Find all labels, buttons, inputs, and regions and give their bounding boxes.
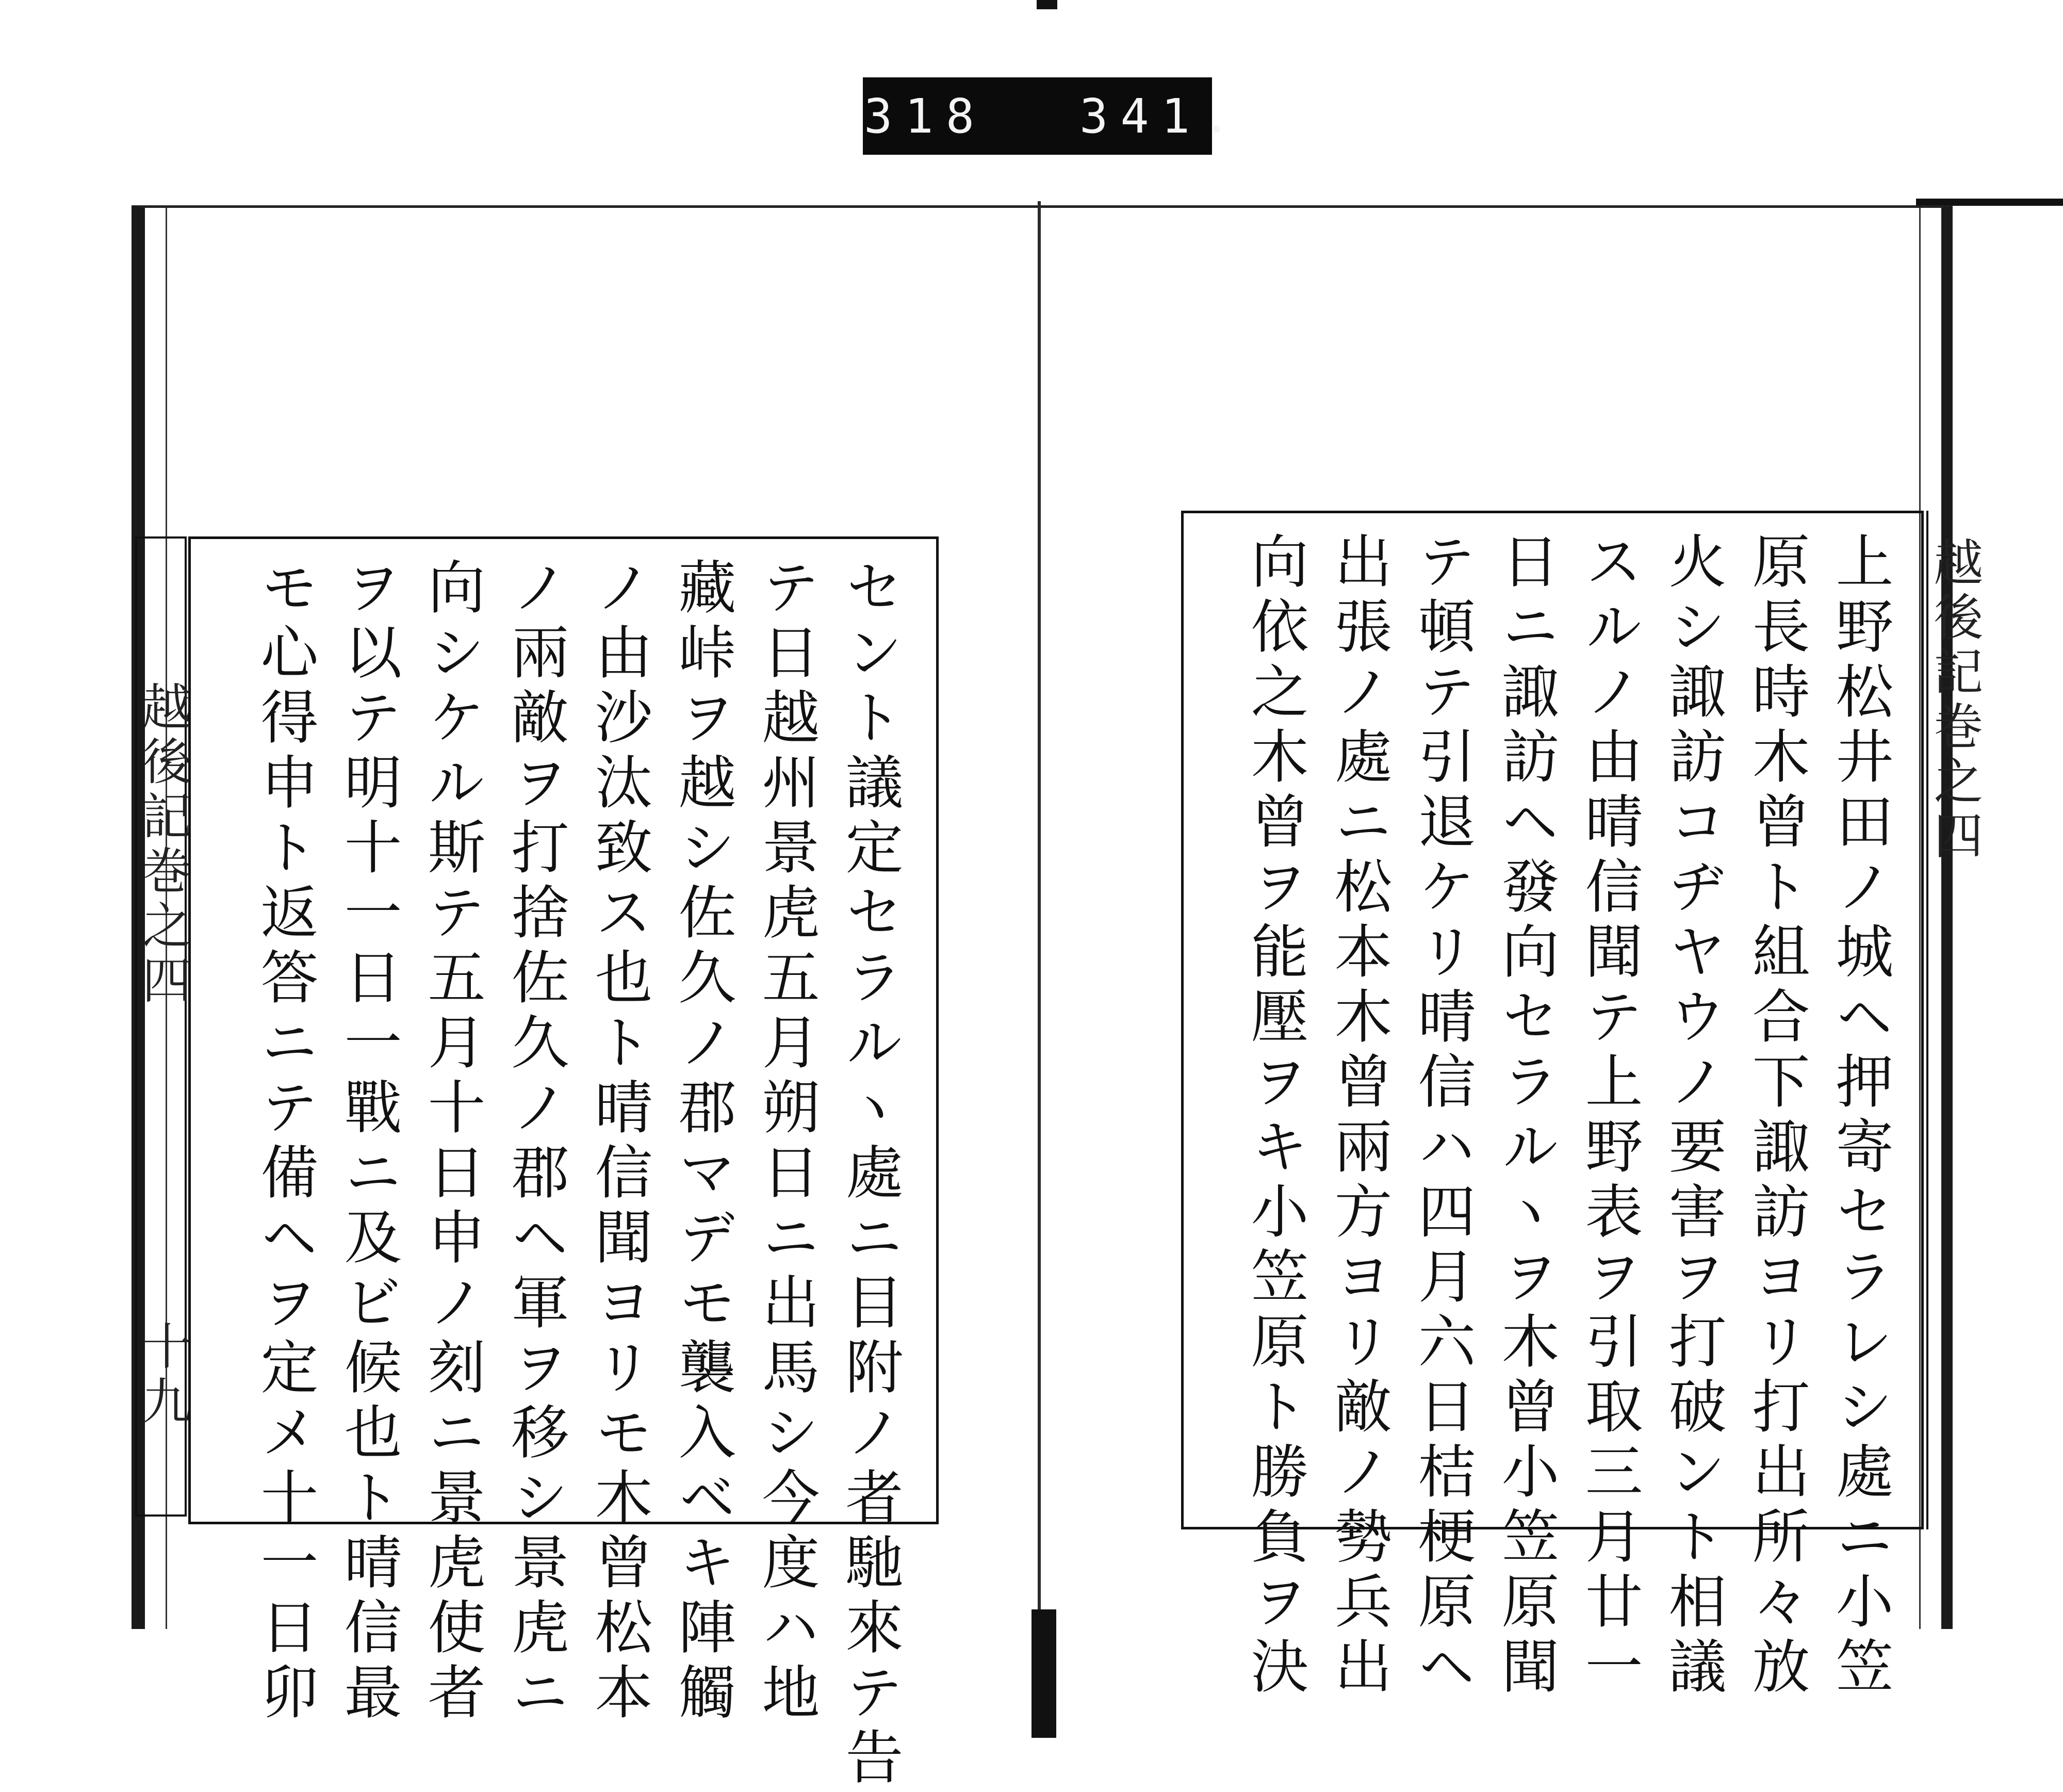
left-column-8: モ心得申ト返答ニテ備ヘヲ定メ十一日卯 [251, 557, 318, 1727]
archive-label [863, 77, 1243, 155]
right-column-4: スルノ由晴信聞テ上野表ヲ引取三月廿一 [1576, 531, 1643, 1701]
left-column-5: ノ兩敵ヲ打捨佐久ノ郡ヘ軍ヲ移シ景虎ニ [502, 557, 569, 1727]
left-column-2: テ日越州景虎五月朔日ニ出馬シ今度ハ地 [752, 557, 820, 1727]
gutter-shadow [1032, 1609, 1056, 1738]
left-spine-title: 越後記巻之四 [134, 681, 192, 1009]
left-folio: 十九 [134, 1321, 192, 1430]
right-column-1: 上野松井田ノ城ヘ押寄セラレシ處ニ小笠 [1826, 531, 1893, 1701]
right-spine-title: 越後記巻之四 [1926, 536, 1984, 865]
left-column-1: セント議定セラルヽ處ニ目附ノ者馳來テ告 [836, 557, 903, 1792]
right-column-8: 向依之木曾ヲ能壓ヲキ小笠原ト勝負ヲ決 [1241, 531, 1308, 1701]
right-column-5: 日ニ諏訪ヘ發向セラルヽヲ木曾小笠原聞 [1492, 531, 1559, 1701]
book-gutter [1038, 201, 1041, 1738]
right-column-3: 火シ諏訪コヂヤウノ要害ヲ打破ント相議 [1659, 531, 1726, 1701]
right-column-6: テ頓テ引退ケリ晴信ハ四月六日桔梗原ヘ [1409, 531, 1476, 1701]
top-edge-mark [1037, 0, 1057, 9]
left-column-6: 向シケル斯テ五月十日申ノ刻ニ景虎使者 [418, 557, 485, 1727]
right-column-2: 原長時木曾ト組合下諏訪ヨリ打出所々放 [1743, 531, 1810, 1701]
left-column-4: ノ由沙汰致ス也ト晴信聞ヨリモ木曾松本 [585, 557, 652, 1727]
cover-edge-strip [1916, 199, 2063, 206]
label-right-number: 341. [1079, 88, 1243, 144]
label-left-number: 318 [864, 88, 987, 144]
left-column-3: 藏峠ヲ越シ佐久ノ郡マデモ襲入ベキ陣觸 [669, 557, 736, 1727]
right-column-7: 出張ノ處ニ松本木曾兩方ヨリ敵ノ勢兵出 [1325, 531, 1392, 1701]
left-column-7: ヲ以テ明十一日一戰ニ及ビ候也ト晴信最 [335, 557, 402, 1727]
